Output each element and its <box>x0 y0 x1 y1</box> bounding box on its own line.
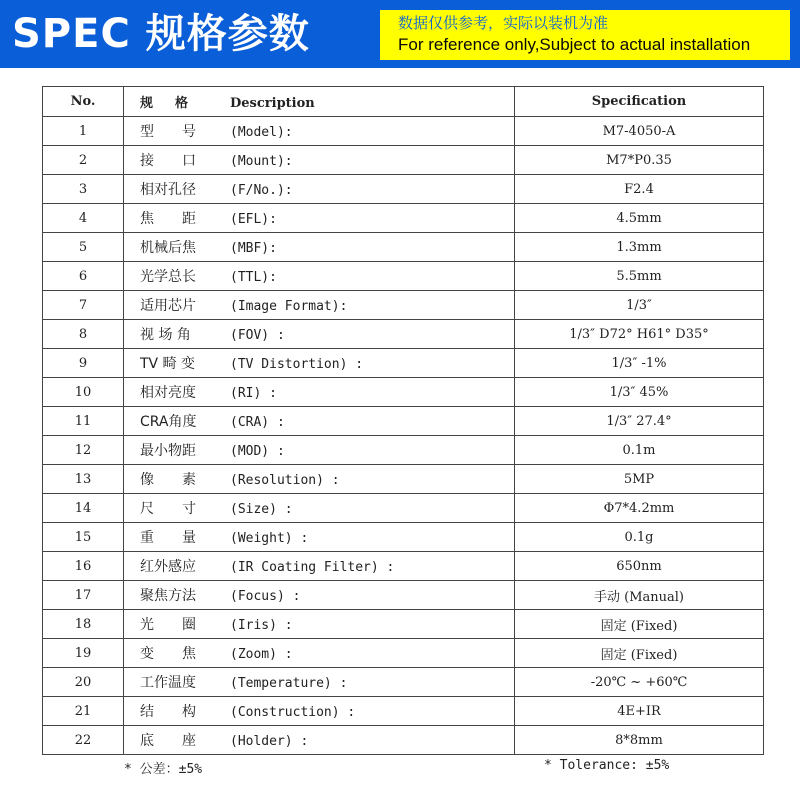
row-number: 20 <box>43 668 124 697</box>
parameter-cell <box>124 407 515 436</box>
row-number: 5 <box>43 233 124 262</box>
table-row <box>43 465 764 494</box>
parameter-description: (Resolution) : <box>230 473 340 488</box>
parameter-cell <box>124 233 515 262</box>
specification-value: 1/3″ D72° H61° D35° <box>515 320 764 349</box>
header-description-cn: 规格 <box>140 96 211 111</box>
specification-value: 1/3″ -1% <box>515 349 764 378</box>
table-row <box>43 552 764 581</box>
table-row <box>43 697 764 726</box>
parameter-description: (MOD) : <box>230 444 285 459</box>
parameter-name: 焦 距 <box>140 211 196 227</box>
specification-value: 4.5mm <box>515 204 764 233</box>
specification-value: 1/3″ 45% <box>515 378 764 407</box>
parameter-cell <box>124 610 515 639</box>
parameter-name: 底 座 <box>140 733 196 749</box>
specification-value: -20℃ ~ +60℃ <box>515 668 764 697</box>
specification-value: 1/3″ <box>515 291 764 320</box>
table-row <box>43 320 764 349</box>
row-number: 3 <box>43 175 124 204</box>
parameter-name: 光学总长 <box>140 269 196 285</box>
parameter-description: (Model): <box>230 125 293 140</box>
parameter-cell <box>124 378 515 407</box>
page-title: SPEC 规格参数 <box>12 11 310 57</box>
specification-value: Φ7*4.2mm <box>515 494 764 523</box>
specification-value: 0.1m <box>515 436 764 465</box>
row-number: 12 <box>43 436 124 465</box>
row-number: 18 <box>43 610 124 639</box>
parameter-cell <box>124 494 515 523</box>
table-row <box>43 378 764 407</box>
specification-value: 手动 (Manual) <box>515 581 764 610</box>
parameter-name: 相对孔径 <box>140 182 196 198</box>
table-row <box>43 117 764 146</box>
parameter-cell <box>124 697 515 726</box>
row-number: 1 <box>43 117 124 146</box>
parameter-description: (RI) : <box>230 386 277 401</box>
parameter-name: 型 号 <box>140 124 196 140</box>
parameter-description: (IR Coating Filter) : <box>230 560 395 575</box>
specification-value: 5.5mm <box>515 262 764 291</box>
header-specification: Specification <box>515 87 764 117</box>
parameter-name: TV 畸 变 <box>140 356 196 372</box>
specification-value: M7*P0.35 <box>515 146 764 175</box>
parameter-description: (F/No.): <box>230 183 293 198</box>
parameter-name: 最小物距 <box>140 443 196 459</box>
tolerance-note-cn: * 公差：±5% <box>124 762 203 777</box>
parameter-description: (Holder) : <box>230 734 309 749</box>
parameter-cell <box>124 291 515 320</box>
parameter-description: (TV Distortion) : <box>230 357 364 372</box>
parameter-name: 像 素 <box>140 472 196 488</box>
parameter-cell <box>124 175 515 204</box>
row-number: 16 <box>43 552 124 581</box>
parameter-name: 相对亮度 <box>140 385 196 401</box>
parameter-cell <box>124 523 515 552</box>
row-number: 21 <box>43 697 124 726</box>
disclaimer-box <box>380 10 790 60</box>
parameter-name: 机械后焦 <box>140 240 196 256</box>
specification-value: F2.4 <box>515 175 764 204</box>
parameter-cell <box>124 726 515 755</box>
parameter-cell <box>124 320 515 349</box>
parameter-cell <box>124 639 515 668</box>
parameter-description: (Mount): <box>230 154 293 169</box>
specification-value: 固定 (Fixed) <box>515 610 764 639</box>
table-row <box>43 291 764 320</box>
disclaimer-en: For reference only,Subject to actual installation <box>398 35 751 54</box>
specification-value: M7-4050-A <box>515 117 764 146</box>
table-row <box>43 581 764 610</box>
header-description-en: Description <box>230 96 315 111</box>
table-header-row <box>43 87 764 117</box>
parameter-cell <box>124 668 515 697</box>
table-row <box>43 407 764 436</box>
specification-value: 1.3mm <box>515 233 764 262</box>
row-number: 10 <box>43 378 124 407</box>
row-number: 13 <box>43 465 124 494</box>
tolerance-note-en: * Tolerance: ±5% <box>544 758 670 773</box>
table-row <box>43 146 764 175</box>
table-row <box>43 349 764 378</box>
parameter-name: 尺 寸 <box>140 501 196 517</box>
table-row <box>43 610 764 639</box>
spec-table <box>42 86 764 755</box>
parameter-description: (MBF): <box>230 241 277 256</box>
header-description <box>124 87 515 117</box>
parameter-cell <box>124 204 515 233</box>
specification-value: 8*8mm <box>515 726 764 755</box>
parameter-name: 变 焦 <box>140 646 196 662</box>
parameter-description: (Image Format): <box>230 299 348 314</box>
row-number: 22 <box>43 726 124 755</box>
row-number: 8 <box>43 320 124 349</box>
row-number: 14 <box>43 494 124 523</box>
disclaimer-cn: 数据仅供参考，实际以装机为准 <box>398 14 609 32</box>
row-number: 4 <box>43 204 124 233</box>
row-number: 9 <box>43 349 124 378</box>
specification-value: 5MP <box>515 465 764 494</box>
parameter-cell <box>124 262 515 291</box>
parameter-description: (Construction) : <box>230 705 356 720</box>
parameter-name: 适用芯片 <box>140 298 196 314</box>
parameter-description: (Size) : <box>230 502 293 517</box>
parameter-name: 结 构 <box>140 704 196 720</box>
row-number: 19 <box>43 639 124 668</box>
parameter-cell <box>124 552 515 581</box>
specification-value: 固定 (Fixed) <box>515 639 764 668</box>
table-row <box>43 639 764 668</box>
parameter-cell <box>124 436 515 465</box>
parameter-name: 工作温度 <box>140 675 196 691</box>
parameter-description: (Iris) : <box>230 618 293 633</box>
row-number: 6 <box>43 262 124 291</box>
parameter-cell <box>124 117 515 146</box>
table-row <box>43 262 764 291</box>
parameter-cell <box>124 581 515 610</box>
spec-table-body <box>43 117 764 755</box>
row-number: 15 <box>43 523 124 552</box>
row-number: 11 <box>43 407 124 436</box>
header-no: No. <box>43 87 124 117</box>
table-row <box>43 523 764 552</box>
table-row <box>43 233 764 262</box>
parameter-description: (EFL): <box>230 212 277 227</box>
specification-value: 0.1g <box>515 523 764 552</box>
table-row <box>43 436 764 465</box>
parameter-description: (Weight) : <box>230 531 309 546</box>
parameter-description: (Temperature) : <box>230 676 348 691</box>
parameter-description: (FOV) : <box>230 328 285 343</box>
table-row <box>43 494 764 523</box>
specification-value: 650nm <box>515 552 764 581</box>
parameter-name: 红外感应 <box>140 559 196 575</box>
row-number: 2 <box>43 146 124 175</box>
parameter-name: CRA角度 <box>140 414 197 430</box>
parameter-name: 光 圈 <box>140 617 196 633</box>
parameter-name: 聚焦方法 <box>140 588 196 604</box>
table-row <box>43 668 764 697</box>
parameter-name: 重 量 <box>140 530 196 546</box>
parameter-cell <box>124 465 515 494</box>
parameter-cell <box>124 349 515 378</box>
parameter-cell <box>124 146 515 175</box>
specification-value: 4E+IR <box>515 697 764 726</box>
parameter-description: (Zoom) : <box>230 647 293 662</box>
parameter-name: 接 口 <box>140 153 196 169</box>
table-row <box>43 175 764 204</box>
parameter-description: (TTL): <box>230 270 277 285</box>
parameter-description: (Focus) : <box>230 589 301 604</box>
parameter-description: (CRA) : <box>230 415 285 430</box>
table-row <box>43 726 764 755</box>
row-number: 17 <box>43 581 124 610</box>
header-banner <box>0 0 800 68</box>
parameter-name: 视 场 角 <box>140 327 191 343</box>
table-row <box>43 204 764 233</box>
row-number: 7 <box>43 291 124 320</box>
specification-value: 1/3″ 27.4° <box>515 407 764 436</box>
